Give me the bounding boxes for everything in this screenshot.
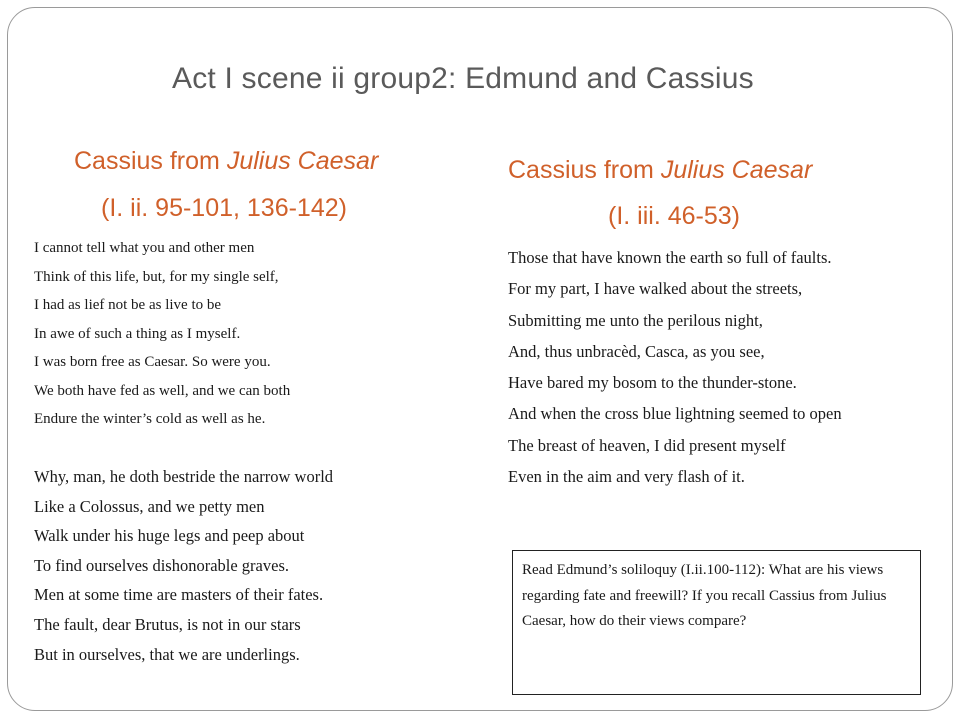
poem-line: Submitting me unto the perilous night, <box>508 310 763 330</box>
poem-line: Think of this life, but, for my single self, <box>34 268 279 285</box>
poem-line: Men at some time are masters of their fates. <box>34 585 324 605</box>
left-heading-play: Julius Caesar <box>226 147 379 175</box>
left-stanza-2 <box>34 462 333 669</box>
left-citation: (I. ii. 95-101, 136-142) <box>101 194 347 222</box>
poem-line: Those that have known the earth so full of faults. <box>508 248 832 267</box>
poem-line: Endure the winter’s cold as well as he. <box>34 411 266 427</box>
poem-line: But in ourselves, that we are underlings. <box>34 644 300 664</box>
poem-line: And when the cross blue lightning seemed to open <box>508 404 842 424</box>
poem-line: I cannot tell what you and other men <box>34 240 255 256</box>
poem-line: Have bared my bosom to the thunder-stone. <box>508 373 797 393</box>
slide-title: Act I scene ii group2: Edmund and Cassius <box>172 62 754 95</box>
poem-line: To find ourselves dishonorable graves. <box>34 555 289 575</box>
poem-line: For my part, I have walked about the streets, <box>508 279 803 299</box>
right-citation: (I. iii. 46-53) <box>608 202 740 230</box>
poem-line: Like a Colossus, and we petty men <box>34 496 265 516</box>
discussion-prompt-text: Read Edmund’s soliloquy (I.ii.100-112): What are his views regarding fate and freewill? If you recall Cassius from Julius Caesar, how do their views compare? <box>522 562 887 629</box>
poem-line: In awe of such a thing as I myself. <box>34 325 241 342</box>
poem-line: Even in the aim and very flash of it. <box>508 467 745 487</box>
poem-line: The fault, dear Brutus, is not in our stars <box>34 614 301 634</box>
left-heading <box>74 147 378 176</box>
poem-line: I was born free as Caesar. So were you. <box>34 354 271 370</box>
right-heading <box>508 156 812 185</box>
left-heading-prefix: Cassius from <box>74 147 227 175</box>
poem-line: We both have fed as well, and we can both <box>34 382 291 399</box>
right-heading-play: Julius Caesar <box>660 156 813 184</box>
poem-line: And, thus unbracèd, Casca, as you see, <box>508 341 765 361</box>
poem-line: Walk under his huge legs and peep about <box>34 526 305 546</box>
discussion-prompt-box <box>512 550 921 695</box>
right-heading-prefix: Cassius from <box>508 156 661 184</box>
left-stanza-1 <box>34 234 290 434</box>
poem-line: I had as lief not be as live to be <box>34 297 222 313</box>
poem-line: Why, man, he doth bestride the narrow world <box>34 467 334 486</box>
poem-line: The breast of heaven, I did present myself <box>508 435 786 455</box>
right-poem <box>508 242 842 492</box>
